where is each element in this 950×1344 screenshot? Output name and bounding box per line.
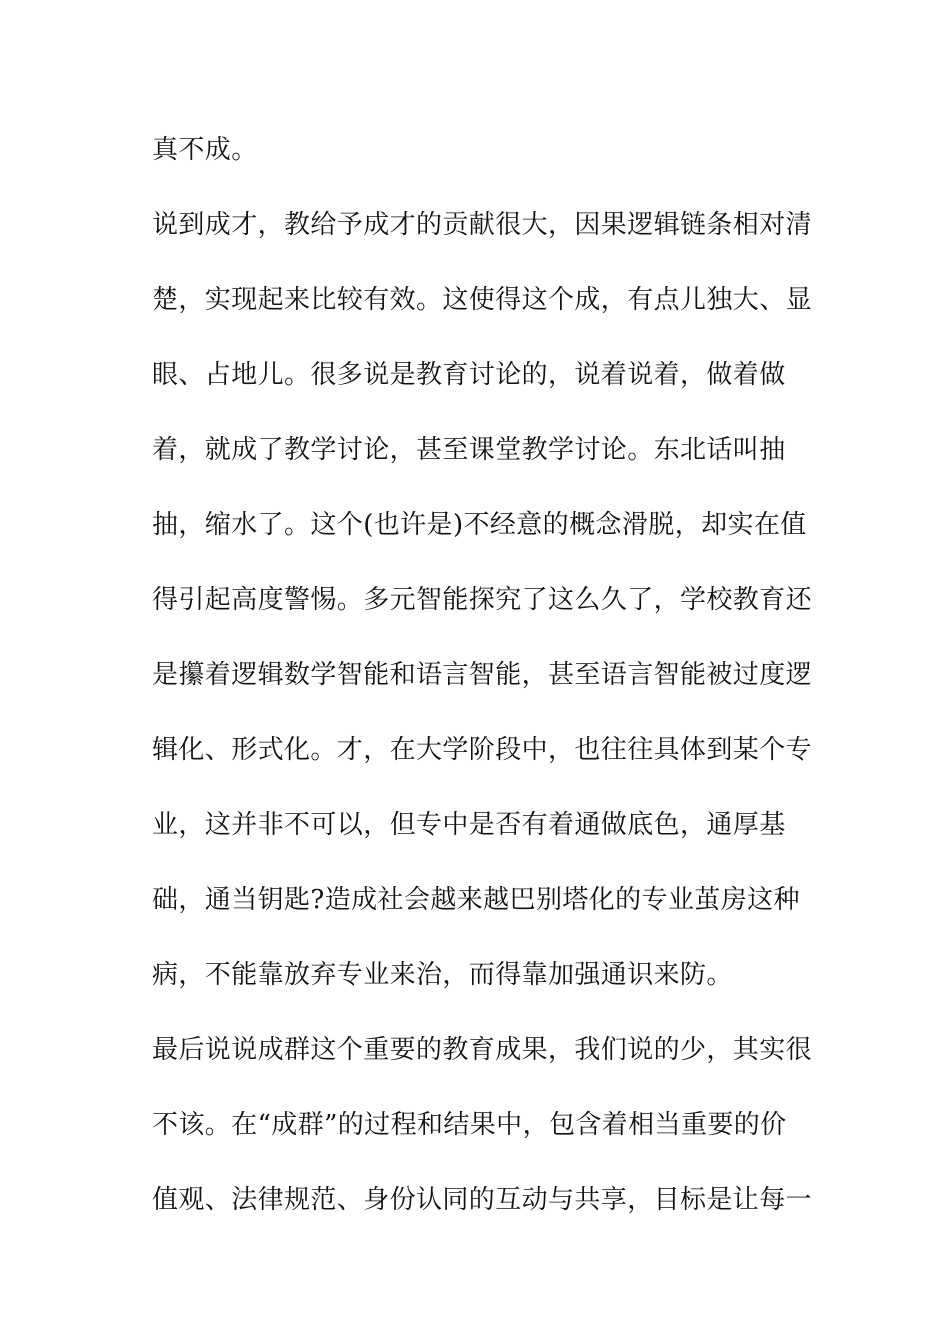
text-line: 础，通当钥匙?造成社会越来越巴别塔化的专业茧房这种 <box>152 885 800 915</box>
text-line: 最后说说成群这个重要的教育成果，我们说的少，其实很 <box>152 1035 813 1065</box>
text-line: 辑化、形式化。才，在大学阶段中，也往往具体到某个专 <box>152 735 813 765</box>
text-line: 业，这并非不可以，但专中是否有着通做底色，通厚基 <box>152 810 786 840</box>
text-line: 抽，缩水了。这个(也许是)不经意的概念滑脱，却实在值 <box>152 510 807 540</box>
text-line: 着，就成了教学讨论，甚至课堂教学讨论。东北话叫抽 <box>152 435 786 465</box>
text-line: 是攥着逻辑数学智能和语言智能，甚至语言智能被过度逻 <box>152 660 813 690</box>
text-line: 说到成才，教给予成才的贡献很大，因果逻辑链条相对清 <box>152 210 813 240</box>
text-line: 得引起高度警惕。多元智能探究了这么久了，学校教育还 <box>152 585 813 615</box>
text-line: 不该。在“成群”的过程和结果中，包含着相当重要的价 <box>152 1110 787 1140</box>
text-line: 值观、法律规范、身份认同的互动与共享，目标是让每一 <box>152 1185 813 1215</box>
text-line: 眼、占地儿。很多说是教育讨论的，说着说着，做着做 <box>152 360 786 390</box>
text-line: 病，不能靠放弃专业来治，而得靠加强通识来防。 <box>152 960 733 990</box>
text-line: 楚，实现起来比较有效。这使得这个成，有点儿独大、显 <box>152 285 813 315</box>
text-line: 真不成。 <box>152 135 258 165</box>
